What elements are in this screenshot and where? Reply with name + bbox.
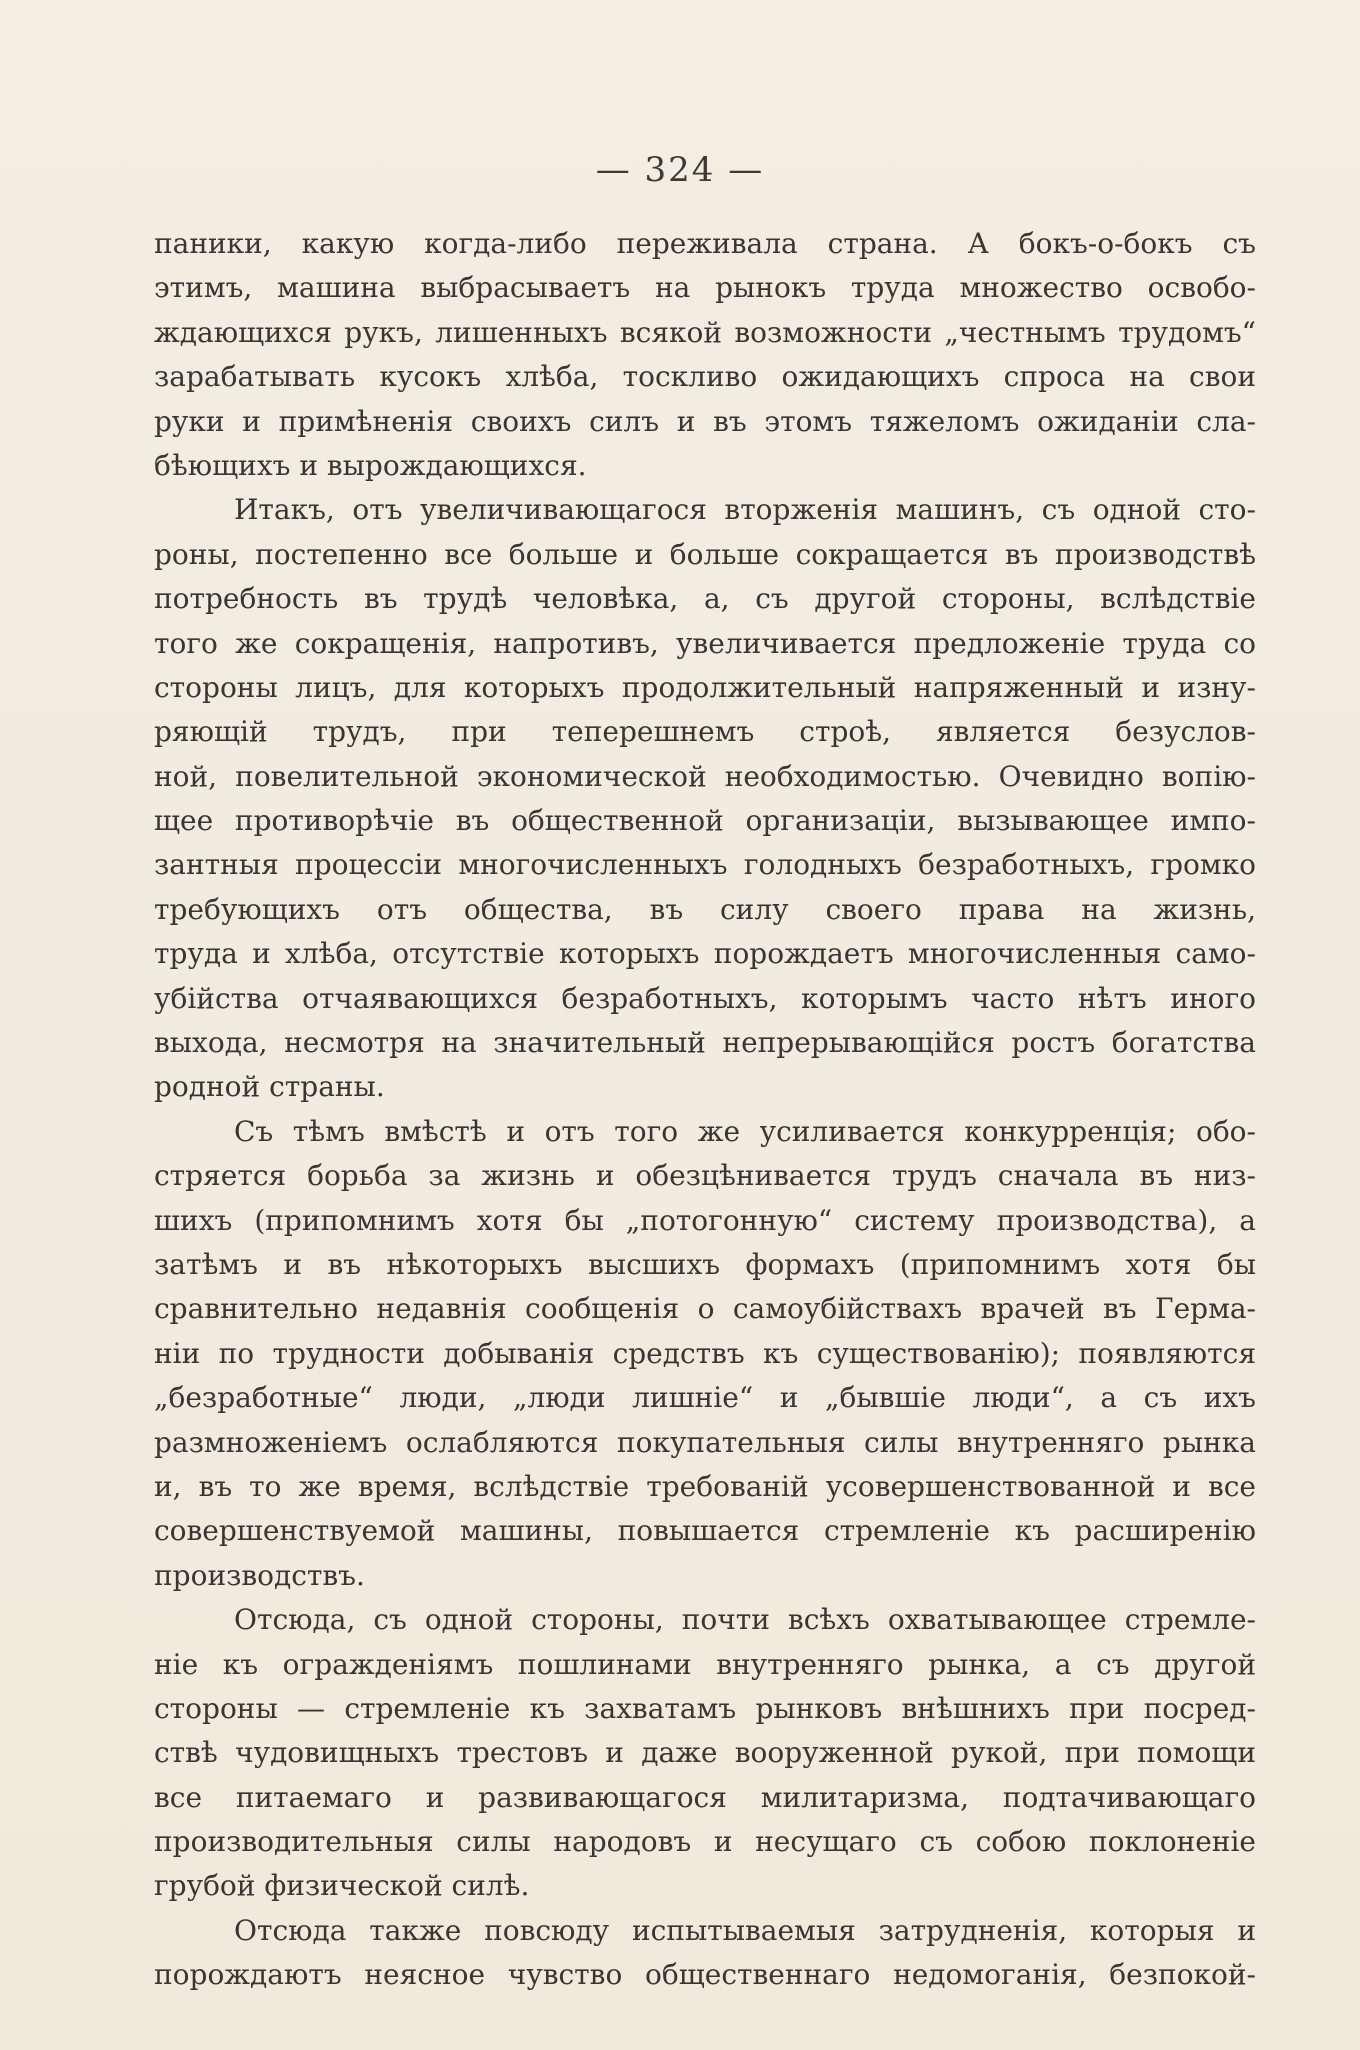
paragraph bbox=[154, 1909, 1256, 1998]
text-line: ствѣ чудовищныхъ трестовъ и даже вооруженной рукой, при помощи bbox=[154, 1736, 1256, 1770]
text-line: бѣющихъ и вырождающихся. bbox=[154, 448, 587, 482]
text-line: ждающихся рукъ, лишенныхъ всякой возможности „честнымъ трудомъ“ bbox=[154, 315, 1256, 349]
text-line: стороны лицъ, для которыхъ продолжительный напряженный и изну- bbox=[154, 670, 1256, 704]
text-line: ряющій трудъ, при теперешнемъ строѣ, является безуслов- bbox=[154, 715, 1256, 749]
text-line: размноженіемъ ослабляются покупательныя силы внутренняго рынка bbox=[154, 1425, 1256, 1459]
text-line: сравнительно недавнія сообщенія о самоубійствахъ врачей въ Герма- bbox=[154, 1292, 1256, 1326]
text-line: этимъ, машина выбрасываетъ на рынокъ труда множество освобо- bbox=[154, 271, 1256, 305]
body-text bbox=[154, 222, 1256, 1998]
text-line: того же сокращенія, напротивъ, увеличивается предложеніе труда со bbox=[154, 626, 1256, 660]
text-line: порождаютъ неясное чувство общественнаго недомоганія, безпокой- bbox=[154, 1958, 1256, 1992]
text-line: руки и примѣненія своихъ силъ и въ этомъ тяжеломъ ожиданіи сла- bbox=[154, 404, 1256, 438]
text-line: зарабатывать кусокъ хлѣба, тоскливо ожидающихъ спроса на свои bbox=[154, 360, 1256, 394]
page-number: — 324 — bbox=[595, 150, 765, 190]
text-line: и, въ то же время, вслѣдствіе требованій усовершенствованной и все bbox=[154, 1469, 1256, 1503]
text-line: убійства отчаявающихся безработныхъ, которымъ часто нѣтъ иного bbox=[154, 981, 1256, 1015]
text-line: все питаемаго и развивающагося милитаризма, подтачивающаго bbox=[154, 1780, 1256, 1814]
text-line: Отсюда также повсюду испытываемыя затрудненія, которыя и bbox=[234, 1913, 1256, 1947]
paragraph bbox=[154, 1110, 1256, 1598]
text-line: совершенствуемой машины, повышается стремленіе къ расширенію bbox=[154, 1514, 1256, 1548]
text-line: ніе къ огражденіямъ пошлинами внутренняго рынка, а съ другой bbox=[154, 1647, 1256, 1681]
text-line: Итакъ, отъ увеличивающагося вторженія машинъ, съ одной сто- bbox=[234, 493, 1256, 527]
paragraph bbox=[154, 222, 1256, 488]
text-line: затѣмъ и въ нѣкоторыхъ высшихъ формахъ (припомнимъ хотя бы bbox=[154, 1247, 1256, 1281]
text-line: требующихъ отъ общества, въ силу своего права на жизнь, bbox=[154, 892, 1256, 926]
text-line: щее противорѣчіе въ общественной организаціи, вызывающее импо- bbox=[154, 804, 1256, 838]
paragraph bbox=[154, 1598, 1256, 1909]
text-line: труда и хлѣба, отсутствіе которыхъ порождаетъ многочисленныя само- bbox=[154, 937, 1256, 971]
text-line: родной страны. bbox=[154, 1070, 385, 1104]
text-line: зантныя процессіи многочисленныхъ голодныхъ безработныхъ, громко bbox=[154, 848, 1256, 882]
text-line: стороны — стремленіе къ захватамъ рынковъ внѣшнихъ при посред- bbox=[154, 1691, 1256, 1725]
text-line: шихъ (припомнимъ хотя бы „потогонную“ систему производства), а bbox=[154, 1203, 1256, 1237]
text-line: потребность въ трудѣ человѣка, а, съ другой стороны, вслѣдствіе bbox=[154, 582, 1256, 616]
text-line: паники, какую когда-либо переживала страна. А бокъ-о-бокъ съ bbox=[154, 227, 1256, 260]
paragraph bbox=[154, 488, 1256, 1109]
text-line: Съ тѣмъ вмѣстѣ и отъ того же усиливается конкурренція; обо- bbox=[234, 1114, 1256, 1148]
text-line: выхода, несмотря на значительный непрерывающійся ростъ богатства bbox=[154, 1026, 1256, 1060]
text-line: производительныя силы народовъ и несущаго съ собою поклоненіе bbox=[154, 1825, 1256, 1859]
text-line: Отсюда, съ одной стороны, почти всѣхъ охватывающее стремле- bbox=[234, 1603, 1256, 1637]
text-line: стряется борьба за жизнь и обезцѣнивается трудъ сначала въ низ- bbox=[154, 1159, 1256, 1193]
text-line: ніи по трудности добыванія средствъ къ существованію); появляются bbox=[154, 1336, 1256, 1370]
text-line: „безработные“ люди, „люди лишніе“ и „бывшіе люди“, а съ ихъ bbox=[154, 1381, 1256, 1415]
text-line: производствъ. bbox=[154, 1558, 365, 1592]
text-line: роны, постепенно все больше и больше сокращается въ производствѣ bbox=[154, 537, 1256, 571]
text-line: ной, повелительной экономической необходимостью. Очевидно вопію- bbox=[154, 759, 1256, 793]
text-line: грубой физической силѣ. bbox=[154, 1869, 530, 1903]
